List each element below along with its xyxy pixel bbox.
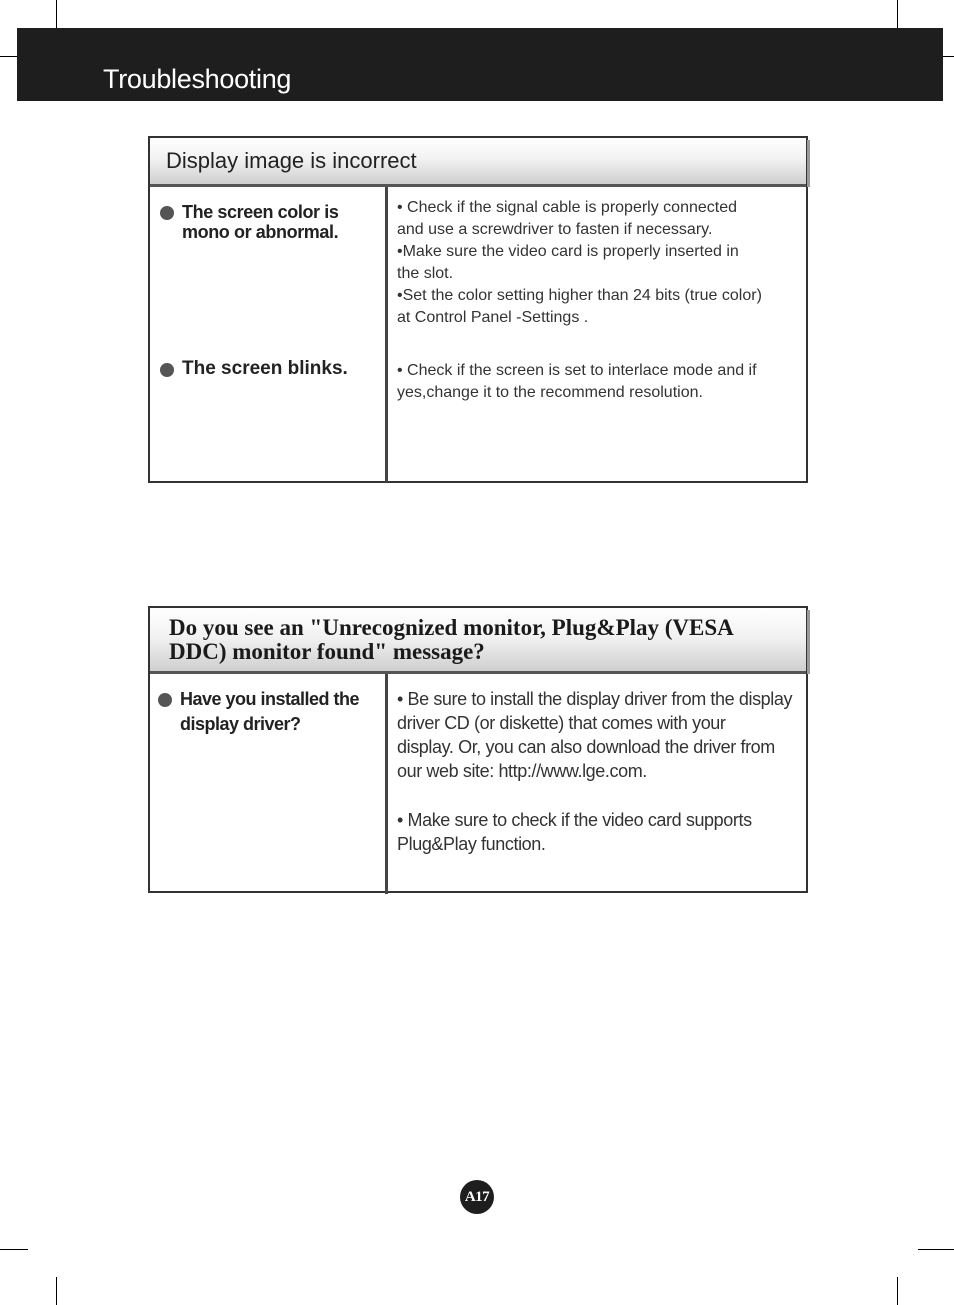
symptom-item — [160, 202, 338, 242]
troubleshooting-table-display-image — [148, 136, 808, 483]
crop-mark — [897, 1277, 898, 1305]
solution-text: • Check if the signal cable is properly connected and use a screwdriver to fasten if necessary. •Make sure the video card is properly inserted in the slot. •Set the color setting higher than 24 bits (true color) at Control Panel -Settings . — [397, 199, 762, 326]
bullet-dot-icon — [160, 206, 174, 220]
symptom-text: The screen color is mono or abnormal. — [182, 202, 339, 242]
table-title: Do you see an "Unrecognized monitor, Plug&Play (VESA DDC) monitor found" message? — [169, 615, 734, 664]
bullet-dot-icon — [160, 363, 174, 377]
bullet-dot-icon — [158, 693, 172, 707]
crop-mark — [56, 1277, 57, 1305]
solution-text: • Check if the screen is set to interlace mode and if yes,change it to the recommend resolution. — [397, 362, 757, 401]
table-body — [150, 187, 806, 482]
solution-text: • Be sure to install the display driver from the display driver CD (or diskette) that comes with your display. Or, you can also download the driver from our web site: http://www.lge.com. — [397, 689, 793, 781]
symptom-text: The screen blinks. — [182, 358, 348, 379]
crop-mark — [0, 1249, 28, 1250]
crop-mark — [897, 0, 898, 28]
table-title: Display image is incorrect — [166, 148, 417, 173]
column-divider — [385, 187, 388, 482]
table-body — [150, 674, 806, 894]
symptom-item — [160, 359, 348, 379]
crop-mark — [0, 56, 17, 57]
troubleshooting-table-unrecognized-monitor — [148, 606, 808, 893]
table-header — [150, 138, 806, 187]
table-header — [150, 608, 806, 674]
page-title: Troubleshooting — [103, 64, 292, 94]
page-number-badge: A17 — [460, 1180, 494, 1214]
column-divider — [385, 674, 388, 894]
header-bar — [17, 28, 943, 101]
crop-mark — [56, 0, 57, 28]
crop-mark — [918, 1249, 954, 1250]
symptom-text: Have you installed the display driver? — [180, 689, 360, 734]
symptom-item — [158, 687, 359, 737]
solution-text: • Make sure to check if the video card supports Plug&Play function. — [397, 810, 752, 854]
